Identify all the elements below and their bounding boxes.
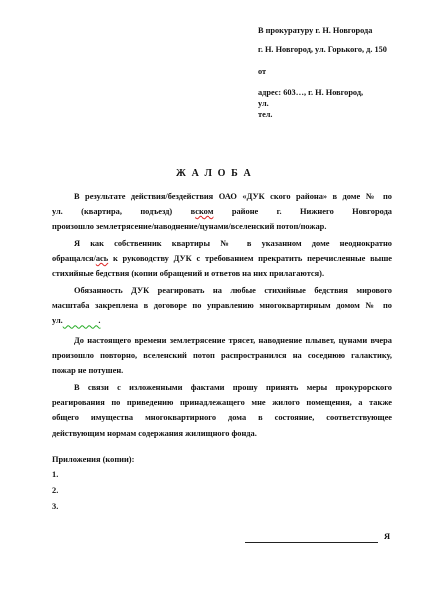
p2-line-3: стихийные бедствия (копии обращений и ответов на них прилагаются).	[52, 269, 325, 279]
p1-line-2: ул. (квартира, подъезд) вском районе г. Нижнего Новгорода	[52, 207, 392, 217]
p5-line-1: В связи с изложенными фактами прошу принять меры прокурорского	[74, 383, 392, 392]
attachment-item: 1.	[52, 470, 59, 479]
paragraph-obligation	[52, 283, 392, 329]
p5-line-4: действующим нормам содержания жилищного фонда.	[52, 428, 257, 438]
paragraph-incident	[52, 189, 392, 235]
attachments-heading: Приложения (копии):	[52, 455, 135, 464]
p5-line-3: общего имущества многоквартирного дома в состояние, соответствующее	[52, 413, 392, 423]
sender-street: ул.	[258, 99, 269, 108]
p3-line-2: масштаба закреплена в договоре по управлению многоквартирным домом № по	[52, 301, 392, 311]
attachment-item: 2.	[52, 486, 59, 495]
p2-line-1: Я как собственник квартиры № в указанном доме неоднократно	[74, 239, 392, 248]
p4-line-1: До настоящего времени землетрясение трясет, наводнение плывет, цунами вчера	[74, 336, 392, 345]
paragraph-current-state	[52, 333, 392, 379]
from-label: от	[258, 67, 267, 76]
p3-line-3: ул. .	[52, 316, 101, 326]
p4-line-2: произошло повторно, вселенский потоп распространился на соседнюю галактику,	[52, 351, 392, 361]
document-title: Ж А Л О Б А	[176, 168, 253, 179]
attachment-item: 3.	[52, 502, 59, 511]
recipient-address: г. Н. Новгород, ул. Горького, д. 150	[258, 45, 387, 54]
signature-line	[245, 542, 378, 543]
recipient: В прокуратуру г. Н. Новгорода	[258, 26, 373, 35]
p3-line-1: Обязанность ДУК реагировать на любые стихийные бедствия мирового	[74, 286, 392, 295]
p1-line-1: В результате действия/бездействия ОАО «ДУК ского района» в доме № по	[74, 192, 392, 201]
paragraph-request	[52, 380, 392, 441]
p1-line-3: произошло землетрясение/наводнение/цунами/вселенский потоп/пожар.	[52, 222, 327, 232]
sender-address: адрес: 603…, г. Н. Новгород,	[258, 88, 364, 97]
p4-line-3: пожар не потушен.	[52, 366, 124, 376]
p5-line-2: реагирования по приведению принадлежащего мне жилого помещения, а также	[52, 398, 392, 408]
p2-line-2: обращался/ась к руководству ДУК с требованием прекратить перечисленные выше	[52, 254, 392, 264]
signature-label: Я	[384, 532, 391, 541]
paragraph-owner	[52, 236, 392, 282]
sender-phone: тел.	[258, 110, 273, 119]
